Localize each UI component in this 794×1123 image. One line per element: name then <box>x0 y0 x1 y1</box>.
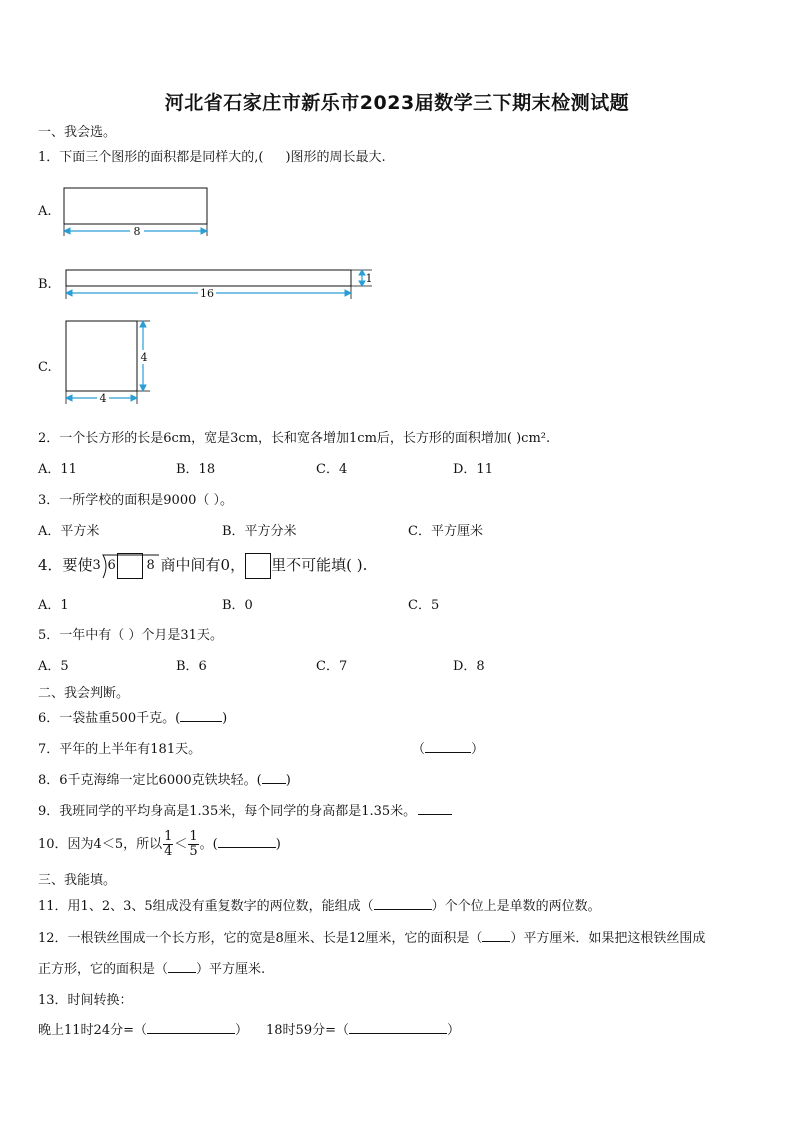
question-12-line-1 <box>38 927 705 946</box>
question-8-end: ) <box>285 773 291 788</box>
question-7-answer <box>412 738 484 757</box>
question-2: 2．一个长方形的长是6cm，宽是3cm，长和宽各增加1cm后，长方形的面积增加( )cm². <box>38 431 551 446</box>
question-13-b-end: ） <box>446 1023 460 1038</box>
q2-option-a: A．11 <box>38 462 77 477</box>
q5-option-c: C．7 <box>316 659 348 674</box>
fraction-2-numerator: 1 <box>189 829 198 844</box>
question-10-prefix: 10．因为4＜5，所以 <box>38 837 163 852</box>
section-2-heading: 二、我会判断。 <box>38 686 130 701</box>
question-11 <box>38 895 601 914</box>
question-10-blank[interactable] <box>218 835 276 848</box>
q2-option-c: C．4 <box>316 462 348 477</box>
question-12-text-a: 12．一根铁丝围成一个长方形，它的宽是8厘米、长是12厘米，它的面积是（ <box>38 931 483 946</box>
question-3: 3．一所学校的面积是9000（ ）。 <box>38 493 233 508</box>
figure-a-width-label: 8 <box>133 225 141 238</box>
question-6-blank[interactable] <box>180 709 222 722</box>
question-7-blank[interactable] <box>425 740 471 753</box>
section-1-heading: 一、我会选。 <box>38 125 117 140</box>
question-11-text-a: 11．用1、2、3、5组成没有重复数字的两位数，能组成（ <box>38 899 374 914</box>
answer-box[interactable] <box>245 553 271 579</box>
question-12-line-2 <box>38 958 265 977</box>
question-9-text: 9．我班同学的平均身高是1.35米，每个同学的身高都是1.35米。 <box>38 804 417 819</box>
dividend-digit-1: 6 <box>107 558 116 573</box>
question-10-after: 。( <box>199 837 218 852</box>
option-a-label: A. <box>38 204 52 219</box>
question-4-prefix: 4．要使 <box>38 556 93 574</box>
q2-option-b: B．18 <box>176 462 216 477</box>
question-5: 5．一年中有（ ）个月是31天。 <box>38 628 223 643</box>
fraction-1-denominator: 4 <box>164 844 173 859</box>
question-11-blank[interactable] <box>374 897 432 910</box>
figure-b-rectangle <box>66 270 373 300</box>
section-3-heading: 三、我能填。 <box>38 873 117 888</box>
question-12-text-b: ）平方厘米．如果把这根铁丝围成 <box>510 931 706 946</box>
fraction-1-numerator: 1 <box>164 829 173 844</box>
fraction-one-quarter <box>163 830 173 859</box>
question-6-text: 6．一袋盐重500千克。( <box>38 711 181 726</box>
long-division-figure <box>93 553 161 579</box>
question-12-text-d: ）平方厘米. <box>196 962 266 977</box>
question-8-blank[interactable] <box>262 771 286 784</box>
less-than-sign: ＜ <box>174 837 188 852</box>
figure-c-height-label: 4 <box>140 351 148 364</box>
question-13-items <box>38 1019 460 1038</box>
question-4-suffix: 里不可能填( ). <box>271 556 368 574</box>
question-7-open: （ <box>412 742 426 757</box>
question-13-a-end: ） <box>234 1023 248 1038</box>
question-12-blank-2[interactable] <box>168 960 196 973</box>
question-13-a-blank[interactable] <box>147 1021 235 1034</box>
question-4 <box>38 552 367 582</box>
q4-option-a: A．1 <box>38 598 69 613</box>
figure-b-height-label: 1 <box>365 272 373 285</box>
question-7-text: 7．平年的上半年有181天。 <box>38 742 202 757</box>
question-10-end: ) <box>275 837 281 852</box>
question-9 <box>38 800 452 819</box>
figure-c-square <box>66 321 150 405</box>
divisor: 3 <box>92 558 101 573</box>
q1-figures <box>0 0 794 420</box>
question-13-a-text: 晚上11时24分=（ <box>38 1023 147 1038</box>
q4-option-b: B．0 <box>222 598 253 613</box>
question-6-end: ) <box>222 711 228 726</box>
question-6 <box>38 707 227 726</box>
q3-option-b: B．平方分米 <box>222 524 297 539</box>
figure-b-width-label: 16 <box>200 287 214 300</box>
question-7-close: ） <box>471 742 485 757</box>
dividend-digit-2: 8 <box>146 558 155 573</box>
q3-option-c: C．平方厘米 <box>408 524 483 539</box>
q2-option-d: D．11 <box>453 462 493 477</box>
question-9-blank[interactable] <box>418 802 452 815</box>
question-13-title: 13．时间转换： <box>38 993 133 1008</box>
question-13-b-blank[interactable] <box>349 1021 447 1034</box>
fraction-one-fifth <box>188 830 198 859</box>
option-b-label: B. <box>38 277 52 292</box>
page-title: 河北省石家庄市新乐市2023届数学三下期末检测试题 <box>164 92 630 114</box>
question-8 <box>38 769 291 788</box>
question-13-b-text: 18时59分=（ <box>266 1023 349 1038</box>
question-10 <box>38 827 281 863</box>
q5-option-d: D．8 <box>453 659 485 674</box>
question-12-text-c: 正方形，它的面积是（ <box>38 962 169 977</box>
option-c-label: C. <box>38 360 52 375</box>
fraction-2-denominator: 5 <box>189 844 198 859</box>
q5-option-a: A．5 <box>38 659 69 674</box>
q4-option-c: C．5 <box>408 598 440 613</box>
q5-option-b: B．6 <box>176 659 207 674</box>
figure-c-width-label: 4 <box>99 392 107 405</box>
question-4-mid: 商中间有0， <box>160 556 246 574</box>
q3-option-a: A．平方米 <box>38 524 100 539</box>
question-1-text-b: )图形的周长最大. <box>285 150 386 165</box>
question-12-blank-1[interactable] <box>482 929 510 942</box>
question-11-text-b: ）个个位上是单数的两位数。 <box>431 899 601 914</box>
question-1-text-a: 1．下面三个图形的面积都是同样大的,( <box>38 150 264 165</box>
figure-a-rectangle <box>64 188 207 238</box>
dividend-box[interactable] <box>117 553 143 579</box>
question-8-text: 8．6千克海绵一定比6000克铁块轻。( <box>38 773 262 788</box>
